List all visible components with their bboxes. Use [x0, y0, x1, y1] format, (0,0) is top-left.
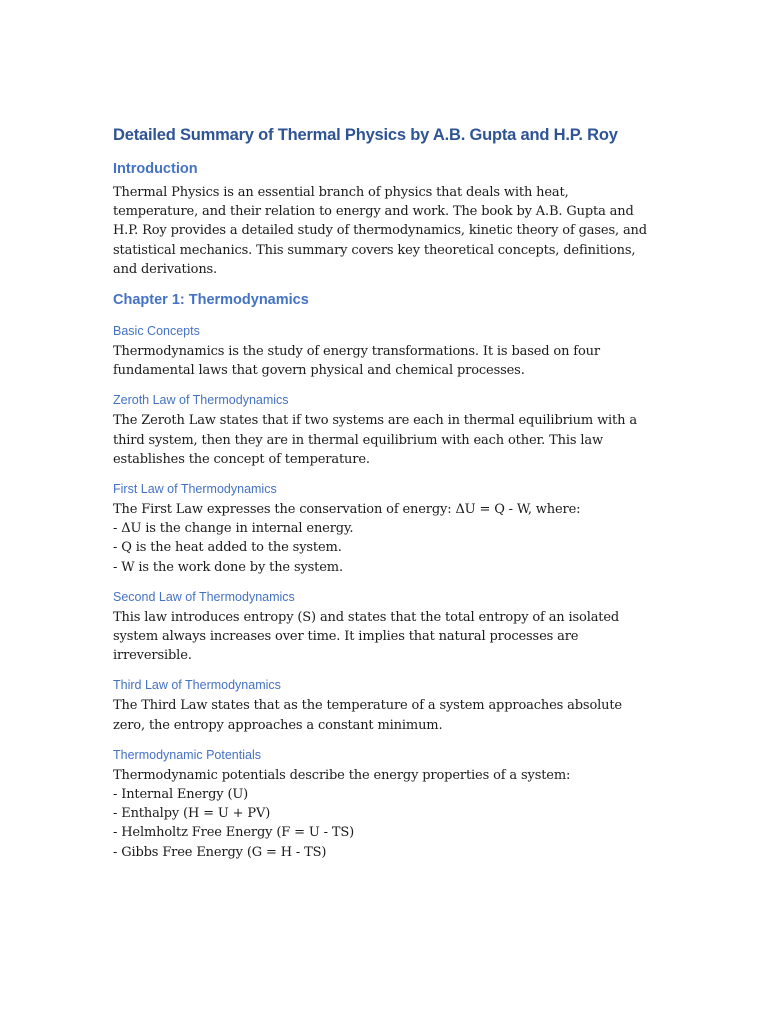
- section-thermodynamic-potentials: [113, 747, 653, 862]
- section-heading: Basic Concepts: [113, 324, 200, 339]
- document-page: [113, 124, 653, 862]
- document-title: Detailed Summary of Thermal Physics by A.B. Gupta and H.P. Roy: [113, 126, 618, 144]
- section-heading: Second Law of Thermodynamics: [113, 589, 295, 604]
- list-item: - Internal Energy (U): [113, 787, 249, 803]
- section-heading: Thermodynamic Potentials: [113, 747, 261, 762]
- section-heading: Third Law of Thermodynamics: [113, 678, 281, 693]
- section-second-law: [113, 589, 653, 666]
- section-text: The Zeroth Law states that if two systems are each in thermal equilibrium with a third system, then they are in thermal equilibrium with each other. This law establishes the concept of temperature.: [113, 413, 637, 467]
- section-text: Thermodynamics is the study of energy transformations. It is based on four fundamental laws that govern physical and chemical processes.: [113, 344, 600, 379]
- section-text: The First Law expresses the conservation of energy: ΔU = Q - W, where:: [113, 502, 581, 518]
- section-first-law: [113, 481, 653, 577]
- section-basic-concepts: [113, 323, 653, 380]
- section-text: Thermodynamic potentials describe the energy properties of a system:: [113, 767, 571, 783]
- section-text: This law introduces entropy (S) and states that the total entropy of an isolated system always increases over time. It implies that natural processes are irreversible.: [113, 609, 620, 664]
- section-third-law: [113, 677, 653, 734]
- list-item: - W is the work done by the system.: [113, 559, 343, 575]
- chapter-1-heading: Chapter 1: Thermodynamics: [113, 292, 309, 309]
- section-text: The Third Law states that as the temperature of a system approaches absolute zero, the entropy approaches a constant minimum.: [113, 698, 622, 733]
- list-item: - Enthalpy (H = U + PV): [113, 806, 271, 822]
- list-item: - ΔU is the change in internal energy.: [113, 521, 354, 537]
- introduction-heading: Introduction: [113, 161, 198, 177]
- section-zeroth-law: [113, 392, 653, 469]
- section-heading: First Law of Thermodynamics: [113, 482, 277, 497]
- list-item: - Gibbs Free Energy (G = H - TS): [113, 844, 327, 860]
- list-item: - Q is the heat added to the system.: [113, 540, 342, 556]
- section-heading: Zeroth Law of Thermodynamics: [113, 393, 289, 408]
- introduction-text: Thermal Physics is an essential branch of physics that deals with heat, temperature, and their relation to energy and work. The book by A.B. Gupta and H.P. Roy provides a detailed study of thermodynamics, kinetic theory of gases, and statistical mechanics. This summary covers key theoretical concepts, definitions, and derivations.: [113, 185, 647, 277]
- list-item: - Helmholtz Free Energy (F = U - TS): [113, 825, 355, 841]
